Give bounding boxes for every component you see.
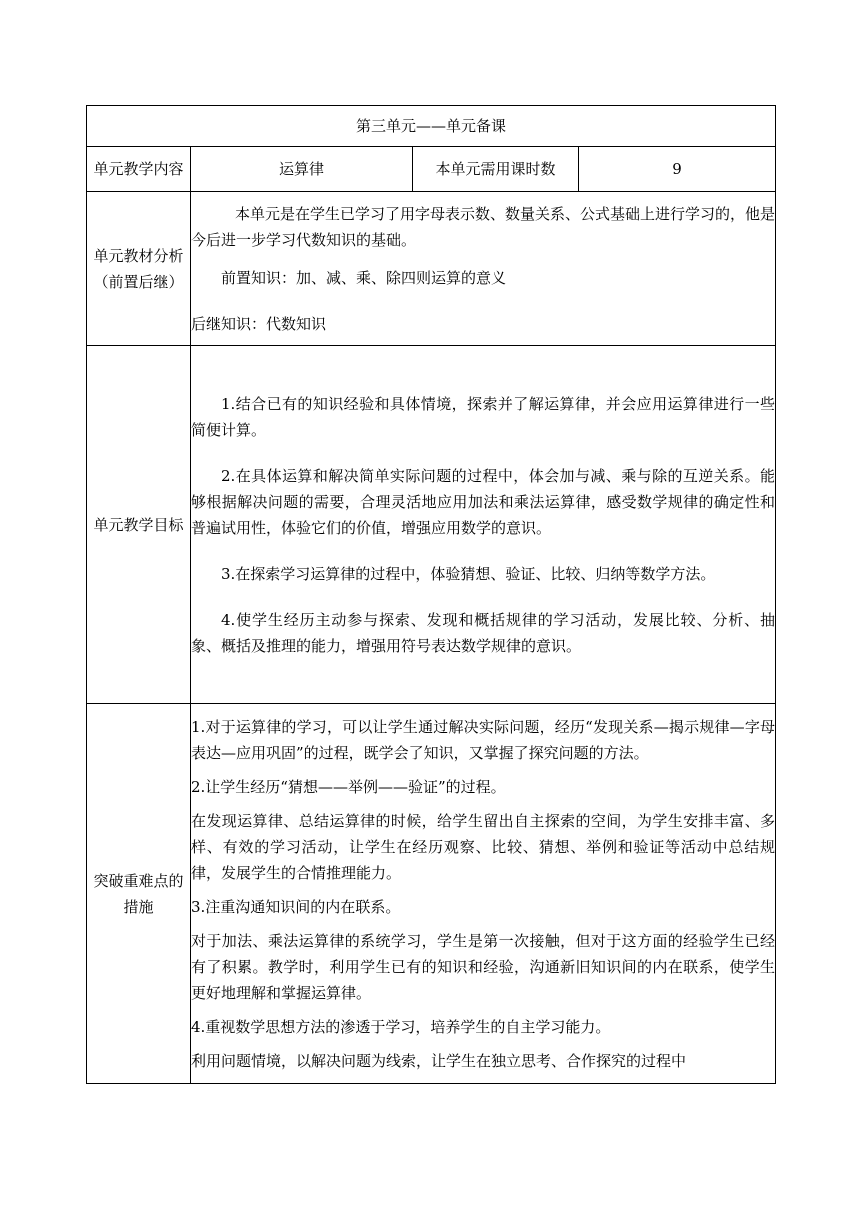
goals-content bbox=[191, 346, 776, 704]
measure-paragraph: 对于加法、乘法运算律的系统学习，学生是第一次接触，但对于这方面的经验学生已经有了积累。教学时，利用学生已有的知识和经验，沟通新旧知识间的内在联系，使学生更好地理解和掌握运算律。 bbox=[191, 931, 776, 1002]
measures-label: 突破重难点的措施 bbox=[87, 704, 191, 1084]
goal-item: 2.在具体运算和解决简单实际问题的过程中，体会加与减、乘与除的互逆关系。能够根据解决问题的需要，合理灵活地应用加法和乘法运算律，感受数学规律的确定性和普遍试用性，体验它们的价值，增强应用数学的意识。 bbox=[191, 466, 776, 537]
analysis-row bbox=[87, 192, 776, 346]
content-row bbox=[87, 147, 776, 192]
follow-up-knowledge: 后继知识：代数知识 bbox=[191, 314, 327, 333]
analysis-content bbox=[191, 192, 776, 346]
unit-content-label: 单元教学内容 bbox=[87, 147, 191, 192]
prior-knowledge: 前置知识：加、减、乘、除四则运算的意义 bbox=[221, 268, 507, 287]
analysis-label: 单元教材分析（前置后继） bbox=[87, 192, 191, 346]
goals-label: 单元教学目标 bbox=[87, 346, 191, 704]
analysis-paragraph: 本单元是在学生已学习了用字母表示数、数量关系、公式基础上进行学习的，他是今后进一步学习代数知识的基础。 bbox=[191, 204, 776, 249]
measures-content bbox=[191, 704, 776, 1084]
measure-paragraph: 3.注重沟通知识间的内在联系。 bbox=[191, 897, 401, 916]
measure-paragraph: 利用问题情境，以解决问题为线索，让学生在独立思考、合作探究的过程中 bbox=[191, 1051, 687, 1070]
measures-row bbox=[87, 704, 776, 1084]
goal-item: 4.使学生经历主动参与探索、发现和概括规律的学习活动，发展比较、分析、抽象、概括及推理的能力，增强用符号表达数学规律的意识。 bbox=[191, 610, 776, 655]
measure-paragraph: 1.对于运算律的学习，可以让学生通过解决实际问题，经历“发现关系—揭示规律—字母表达—应用巩固”的过程，既学会了知识，又掌握了探究问题的方法。 bbox=[191, 717, 776, 762]
goals-row bbox=[87, 346, 776, 704]
hours-label: 本单元需用课时数 bbox=[413, 147, 579, 192]
goal-item: 3.在探索学习运算律的过程中，体验猜想、验证、比较、归纳等数学方法。 bbox=[221, 564, 716, 583]
page-title: 第三单元——单元备课 bbox=[87, 106, 776, 147]
unit-content-value: 运算律 bbox=[191, 147, 413, 192]
hours-value: 9 bbox=[579, 147, 776, 192]
measure-paragraph: 4.重视数学思想方法的渗透于学习，培养学生的自主学习能力。 bbox=[191, 1017, 611, 1036]
goal-item: 1.结合已有的知识经验和具体情境，探索并了解运算律，并会应用运算律进行一些简便计算。 bbox=[191, 394, 776, 439]
measure-paragraph: 在发现运算律、总结运算律的时候，给学生留出自主探索的空间，为学生安排丰富、多样、有效的学习活动，让学生在经历观察、比较、猜想、举例和验证等活动中总结规律，发展学生的合情推理能力。 bbox=[191, 811, 776, 882]
title-row bbox=[87, 106, 776, 147]
unit-plan-table bbox=[86, 105, 776, 1084]
measure-paragraph: 2.让学生经历“猜想——举例——验证”的过程。 bbox=[191, 777, 506, 796]
